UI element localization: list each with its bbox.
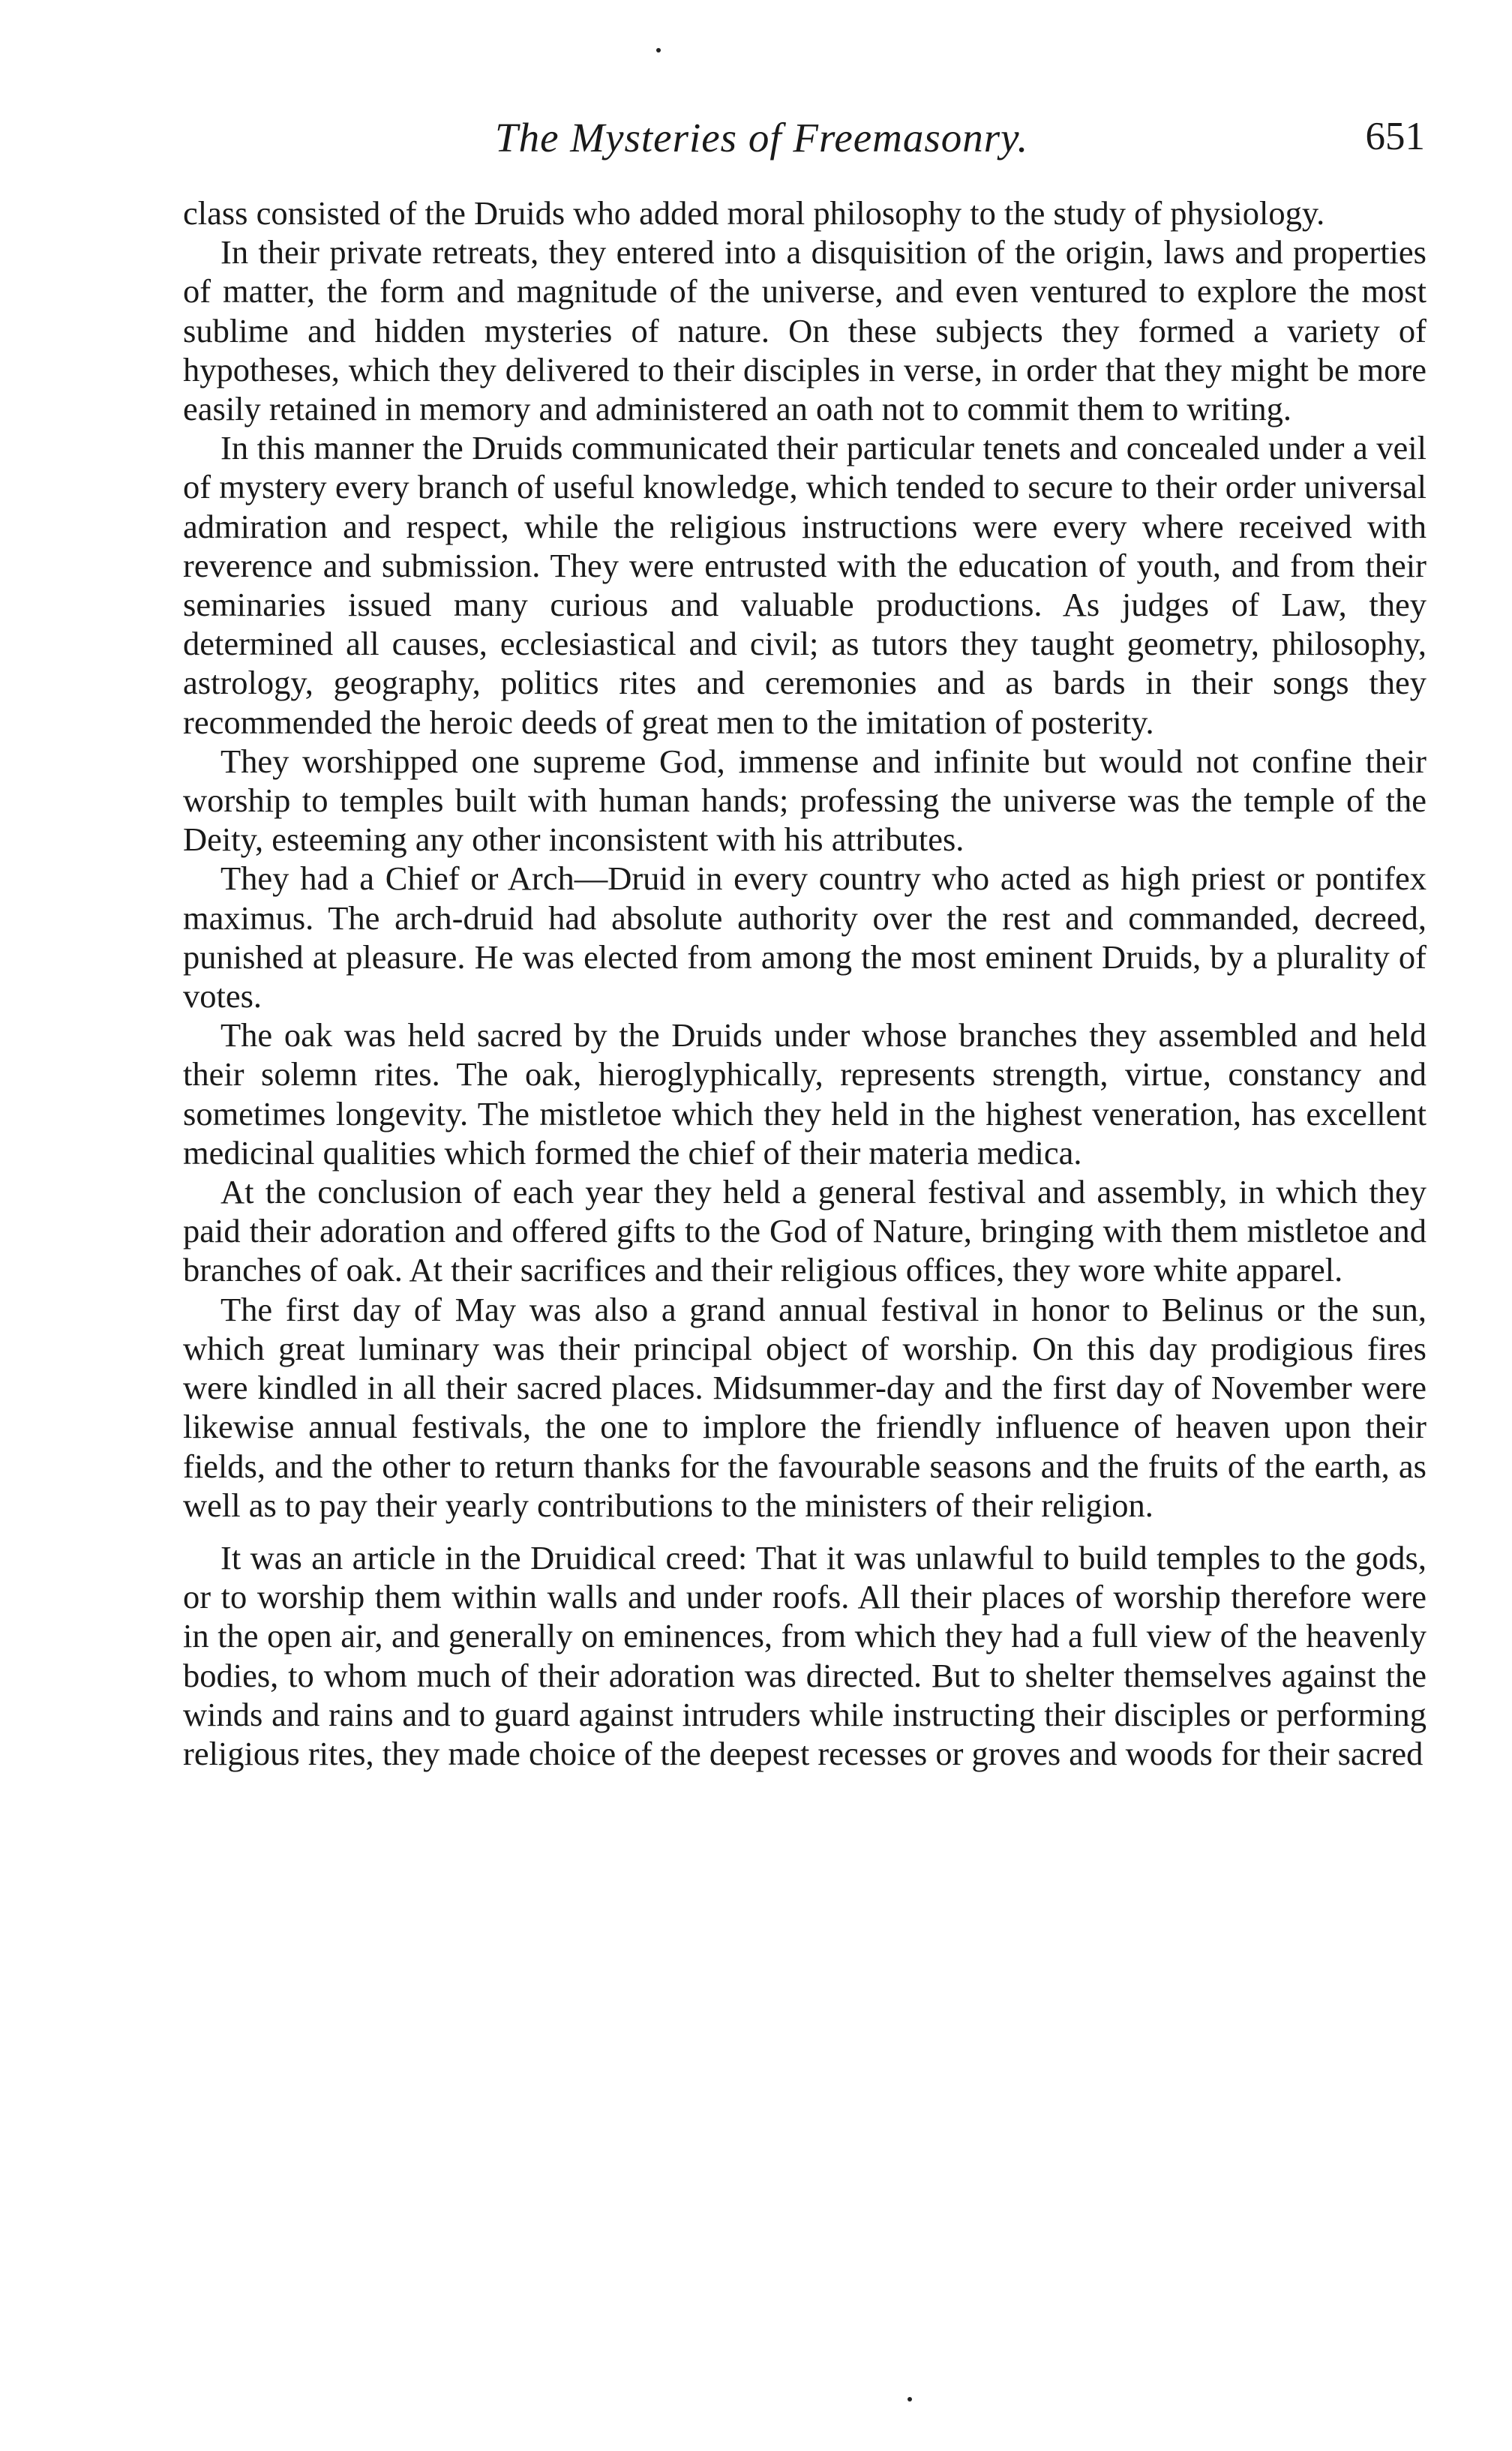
paragraph: They worshipped one supreme God, immense and infinite but would not confine their worship to temples built with human hands; professing the universe was the temple of the Deity, esteeming any other inconsistent with his attributes. — [183, 742, 1426, 859]
paragraph: In their private retreats, they entered into a disquisition of the origin, laws and properties of matter, the form and magnitude of the universe, and even ventured to explore the most sublime and hidden mysteries of nature. On these subjects they formed a variety of hypotheses, which they delivered to their disciples in verse, in order that they might be more easily retained in memory and administered an oath not to commit them to writing. — [183, 233, 1426, 428]
paragraph: At the conclusion of each year they held a general festival and assembly, in which they paid their adoration and offered gifts to the God of Nature, bringing with them mistletoe and branches of oak. At their sacrifices and their religious offices, they wore white apparel. — [183, 1173, 1426, 1289]
print-speck — [656, 48, 661, 52]
page-number: 651 — [1365, 115, 1425, 158]
paragraph: They had a Chief or Arch—Druid in every country who acted as high priest or pontifex maximus. The arch-druid had absolute authority over the rest and commanded, decreed, punished at pleasure. He was elected from among the most eminent Druids, by a plurality of votes. — [183, 860, 1426, 1016]
paragraph: In this manner the Druids communicated their particular tenets and concealed under a veil of mystery every branch of useful knowledge, which tended to secure to their order universal admiration and respect, while the religious instructions were every where received with reverence and submission. They were entrusted with the education of youth, and from their seminaries issued many curious and valuable productions. As judges of Law, they determined all causes, ecclesiastical and civil; as tutors they taught geometry, philosophy, astrology, geography, politics rites and ceremonies and as bards in their songs they recommended the heroic deeds of great men to the imitation of posterity. — [183, 429, 1426, 741]
running-title: The Mysteries of Freemasonry. — [495, 115, 1029, 160]
paragraph: The oak was held sacred by the Druids under whose branches they assembled and held their solemn rites. The oak, hieroglyphically, represents strength, virtue, constancy and sometimes longevity. The mistletoe which they held in the highest veneration, has excellent medicinal qualities which formed the chief of their materia medica. — [183, 1016, 1426, 1172]
body-text — [183, 194, 1426, 1773]
page-header — [188, 114, 1425, 166]
paragraph: class consisted of the Druids who added moral philosophy to the study of physiology. — [183, 194, 1325, 232]
paragraph: The first day of May was also a grand annual festival in honor to Belinus or the sun, which great luminary was their principal object of worship. On this day prodigious fires were kindled in all their sacred places. Midsummer-day and the first day of November were likewise annual festivals, the one to implore the friendly influence of heaven upon their fields, and the other to return thanks for the favourable seasons and the fruits of the earth, as well as to pay their yearly contributions to the ministers of their religion. — [183, 1290, 1426, 1524]
paragraph: It was an article in the Druidical creed: That it was unlawful to build temples to the gods, or to worship them within walls and under roofs. All their places of worship therefore were in the open air, and generally on eminences, from which they had a full view of the heavenly bodies, to whom much of their adoration was directed. But to shelter themselves against the winds and rains and to guard against intruders while instructing their disciples or performing religious rites, they made choice of the deepest recesses or groves and woods for their sacred — [183, 1538, 1426, 1772]
print-speck — [908, 2397, 912, 2402]
